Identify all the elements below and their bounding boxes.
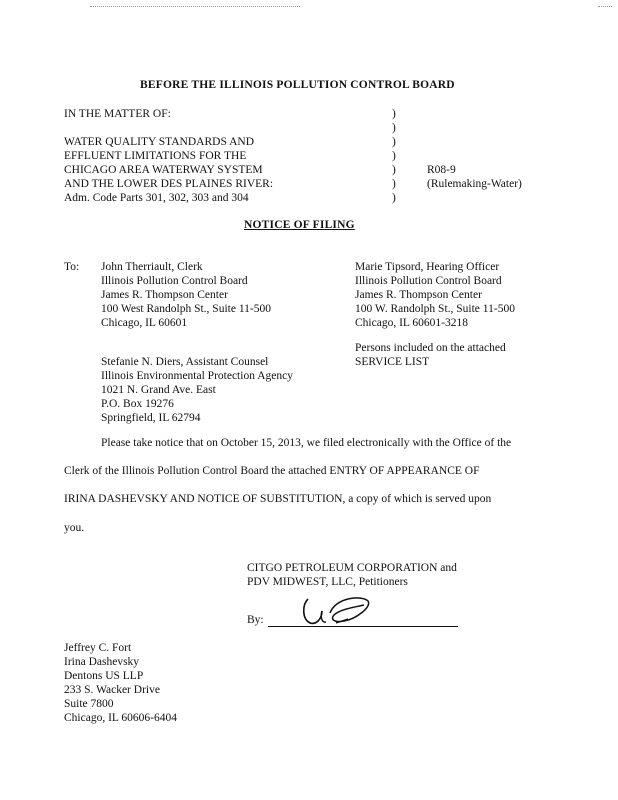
address-line: SERVICE LIST: [355, 356, 430, 368]
address-line: Chicago, IL 60601-3218: [355, 317, 468, 329]
notice-title: NOTICE OF FILING: [244, 219, 355, 231]
paren: ): [392, 178, 396, 190]
caption-line: WATER QUALITY STANDARDS AND: [64, 136, 254, 148]
body-line: Please take notice that on October 15, 2013, we filed electronically with the Office of the: [101, 437, 512, 449]
to-label: To:: [64, 261, 80, 273]
address-line: 100 W. Randolph St., Suite 11-500: [355, 303, 515, 315]
party-line: PDV MIDWEST, LLC, Petitioners: [247, 576, 408, 588]
caption-line: EFFLUENT LIMITATIONS FOR THE: [64, 150, 247, 162]
address-line: Illinois Environmental Protection Agency: [101, 370, 293, 382]
scan-artifact-top-right: [598, 6, 612, 8]
counsel-line: Dentons US LLP: [64, 670, 144, 682]
caption-line: Adm. Code Parts 301, 302, 303 and 304: [64, 192, 249, 204]
paren: ): [392, 164, 396, 176]
counsel-line: Chicago, IL 60606-6404: [64, 712, 177, 724]
address-line: John Therriault, Clerk: [101, 261, 203, 273]
address-line: Illinois Pollution Control Board: [355, 275, 502, 287]
case-type: (Rulemaking-Water): [427, 178, 522, 190]
handwritten-signature: [296, 585, 376, 630]
address-line: 1021 N. Grand Ave. East: [101, 384, 216, 396]
counsel-line: 233 S. Wacker Drive: [64, 684, 160, 696]
address-line: 100 West Randolph St., Suite 11-500: [101, 303, 271, 315]
party-line: CITGO PETROLEUM CORPORATION and: [247, 562, 457, 574]
caption-line: IN THE MATTER OF:: [64, 108, 171, 120]
address-line: Chicago, IL 60601: [101, 317, 188, 329]
body-line: IRINA DASHEVSKY AND NOTICE OF SUBSTITUTION, a copy of which is served upon: [64, 493, 492, 505]
counsel-line: Irina Dashevsky: [64, 656, 140, 668]
counsel-line: Jeffrey C. Fort: [64, 642, 132, 654]
caption-line: AND THE LOWER DES PLAINES RIVER:: [64, 178, 274, 190]
address-line: Illinois Pollution Control Board: [101, 275, 248, 287]
paren: ): [392, 192, 396, 204]
body-line: Clerk of the Illinois Pollution Control Board the attached ENTRY OF APPEARANCE OF: [64, 465, 480, 477]
paren: ): [392, 150, 396, 162]
counsel-line: Suite 7800: [64, 698, 114, 710]
paren: ): [392, 108, 396, 120]
paren: ): [392, 136, 396, 148]
case-number: R08-9: [427, 164, 456, 176]
address-line: Persons included on the attached: [355, 342, 506, 354]
address-line: Marie Tipsord, Hearing Officer: [355, 261, 500, 273]
scan-artifact-top: [90, 6, 300, 8]
address-line: Stefanie N. Diers, Assistant Counsel: [101, 356, 269, 368]
document-heading: BEFORE THE ILLINOIS POLLUTION CONTROL BOARD: [140, 79, 455, 91]
address-line: James R. Thompson Center: [355, 289, 482, 301]
paren: ): [392, 122, 396, 134]
body-line: you.: [64, 522, 85, 534]
address-line: Springfield, IL 62794: [101, 412, 201, 424]
caption-line: CHICAGO AREA WATERWAY SYSTEM: [64, 164, 263, 176]
address-line: P.O. Box 19276: [101, 398, 174, 410]
by-label: By:: [247, 614, 264, 626]
address-line: James R. Thompson Center: [101, 289, 228, 301]
